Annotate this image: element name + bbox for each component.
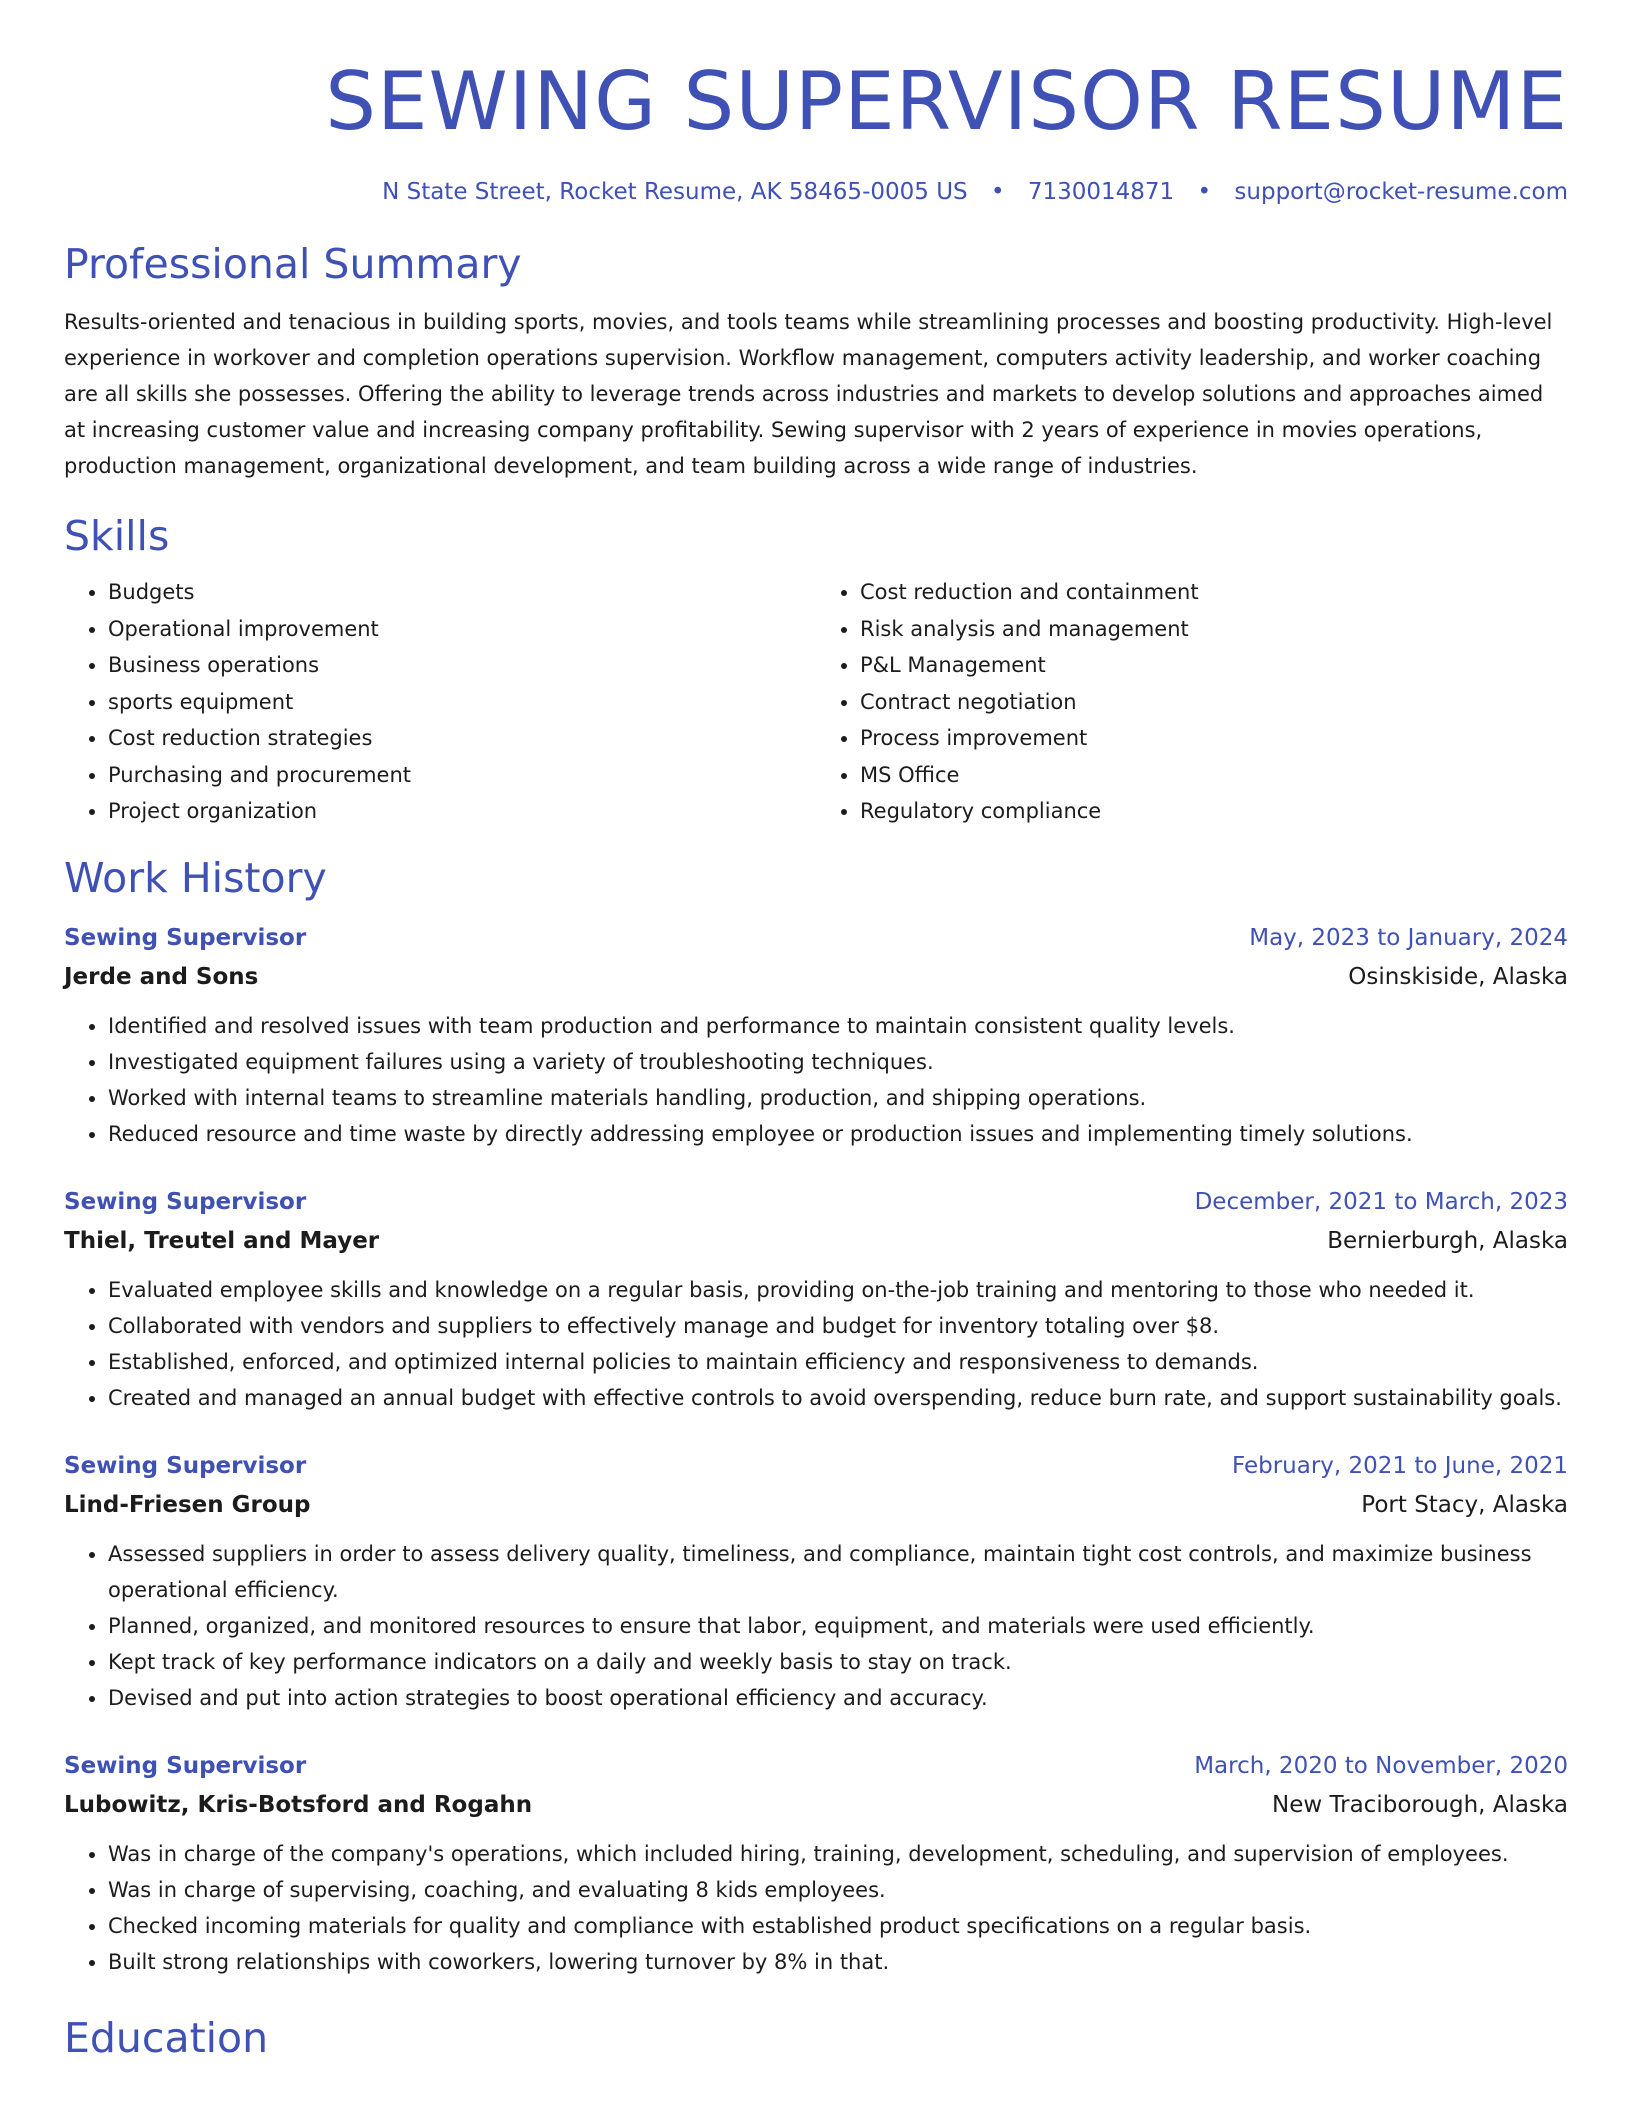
job-title-row <box>64 1182 1568 1222</box>
job-bullets <box>64 1008 1568 1152</box>
job-location: Osinskiside, Alaska <box>1348 963 1568 990</box>
skills-section <box>64 510 1568 830</box>
job-bullet: • Checked incoming materials for quality and compliance with established product specifications on a regular basis. <box>108 1908 1568 1944</box>
job-bullet: • Identified and resolved issues with team production and performance to maintain consistent quality levels. <box>108 1008 1568 1044</box>
skill-item: • Cost reduction strategies <box>108 720 816 757</box>
skills-list-left <box>64 574 816 830</box>
job-bullet: • Evaluated employee skills and knowledge on a regular basis, providing on-the-job training and mentoring to those who needed it. <box>108 1272 1568 1308</box>
education-heading: Education <box>64 2013 269 2062</box>
job-dates: December, 2021 to March, 2023 <box>1194 1188 1568 1215</box>
job-bullets <box>64 1536 1568 1716</box>
job-bullet: • Was in charge of the company's operations, which included hiring, training, development, scheduling, and supervision of employees. <box>108 1836 1568 1872</box>
skill-item: • Cost reduction and containment <box>860 574 1568 611</box>
job-company: Thiel, Treutel and Mayer <box>64 1227 380 1254</box>
resume-title: SEWING SUPERVISOR RESUME <box>325 55 1568 148</box>
job-entry <box>64 1446 1568 1716</box>
job-entry <box>64 918 1568 1152</box>
skill-item: • Process improvement <box>860 720 1568 757</box>
contact-email: support@rocket-resume.com <box>1234 179 1568 205</box>
job-company-row <box>64 1786 1568 1824</box>
summary-section <box>64 238 1568 484</box>
job-bullet: • Assessed suppliers in order to assess delivery quality, timeliness, and compliance, maintain tight cost controls, and maximize business operational efficiency. <box>108 1536 1568 1608</box>
contact-separator: • <box>1197 179 1212 205</box>
skill-item: • Operational improvement <box>108 611 816 648</box>
job-title-row <box>64 918 1568 958</box>
job-title: Sewing Supervisor <box>64 1452 307 1479</box>
job-title: Sewing Supervisor <box>64 1188 307 1215</box>
job-bullet: • Kept track of key performance indicators on a daily and weekly basis to stay on track. <box>108 1644 1568 1680</box>
work-history-section <box>64 852 1568 1980</box>
job-bullet: • Worked with internal teams to streamline materials handling, production, and shipping operations. <box>108 1080 1568 1116</box>
contact-phone: 7130014871 <box>1027 179 1175 205</box>
job-bullet: • Was in charge of supervising, coaching, and evaluating 8 kids employees. <box>108 1872 1568 1908</box>
work-history-heading: Work History <box>64 853 327 902</box>
skill-item: • Purchasing and procurement <box>108 757 816 794</box>
job-title: Sewing Supervisor <box>64 924 307 951</box>
job-location: Port Stacy, Alaska <box>1361 1491 1568 1518</box>
job-bullet: • Created and managed an annual budget with effective controls to avoid overspending, reduce burn rate, and support sustainability goals. <box>108 1380 1568 1416</box>
education-section <box>64 2012 1568 2064</box>
job-company: Jerde and Sons <box>64 963 259 990</box>
skill-item: • Risk analysis and management <box>860 611 1568 648</box>
summary-text: Results-oriented and tenacious in building sports, movies, and tools teams while streamlining processes and boosting productivity. High-level experience in workover and completion operations supervision. Workflow management, computers activity leadership, and worker coaching are all skills she possesses. Offering the ability to leverage trends across industries and markets to develop solutions and approaches aimed at increasing customer value and increasing company profitability. Sewing supervisor with 2 years of experience in movies operations, production management, organizational development, and team building across a wide range of industries. <box>64 310 1553 478</box>
job-company-row <box>64 1486 1568 1524</box>
job-entry <box>64 1746 1568 1980</box>
resume-header <box>64 0 1568 208</box>
job-location: Bernierburgh, Alaska <box>1327 1227 1568 1254</box>
job-company: Lind-Friesen Group <box>64 1491 311 1518</box>
contact-address: N State Street, Rocket Resume, AK 58465-0005 US <box>382 179 968 205</box>
job-company-row <box>64 1222 1568 1260</box>
job-entry <box>64 1182 1568 1416</box>
job-bullet: • Devised and put into action strategies to boost operational efficiency and accuracy. <box>108 1680 1568 1716</box>
job-dates: February, 2021 to June, 2021 <box>1231 1452 1568 1479</box>
job-title: Sewing Supervisor <box>64 1752 307 1779</box>
skill-item: • Budgets <box>108 574 816 611</box>
skills-list-right <box>816 574 1568 830</box>
skill-item: • Regulatory compliance <box>860 793 1568 830</box>
job-company: Lubowitz, Kris-Botsford and Rogahn <box>64 1791 533 1818</box>
job-bullets <box>64 1272 1568 1416</box>
job-dates: March, 2020 to November, 2020 <box>1194 1752 1568 1779</box>
contact-line <box>64 176 1568 208</box>
job-title-row <box>64 1446 1568 1486</box>
skill-item: • P&L Management <box>860 647 1568 684</box>
job-bullet: • Investigated equipment failures using a variety of troubleshooting techniques. <box>108 1044 1568 1080</box>
skills-heading: Skills <box>64 512 170 560</box>
skill-item: • Project organization <box>108 793 816 830</box>
skill-item: • Contract negotiation <box>860 684 1568 721</box>
skill-item: • Business operations <box>108 647 816 684</box>
job-bullet: • Collaborated with vendors and suppliers to effectively manage and budget for inventory totaling over $8. <box>108 1308 1568 1344</box>
contact-separator: • <box>990 179 1005 205</box>
job-company-row <box>64 958 1568 996</box>
skills-columns <box>64 574 1568 830</box>
job-bullet: • Established, enforced, and optimized internal policies to maintain efficiency and responsiveness to demands. <box>108 1344 1568 1380</box>
job-bullet: • Planned, organized, and monitored resources to ensure that labor, equipment, and materials were used efficiently. <box>108 1608 1568 1644</box>
job-bullets <box>64 1836 1568 1980</box>
job-location: New Traciborough, Alaska <box>1271 1791 1568 1818</box>
job-dates: May, 2023 to January, 2024 <box>1249 924 1568 951</box>
skill-item: • sports equipment <box>108 684 816 721</box>
summary-heading: Professional Summary <box>64 240 522 288</box>
job-bullet: • Built strong relationships with coworkers, lowering turnover by 8% in that. <box>108 1944 1568 1980</box>
skill-item: • MS Office <box>860 757 1568 794</box>
job-title-row <box>64 1746 1568 1786</box>
job-bullet: • Reduced resource and time waste by directly addressing employee or production issues and implementing timely solutions. <box>108 1116 1568 1152</box>
